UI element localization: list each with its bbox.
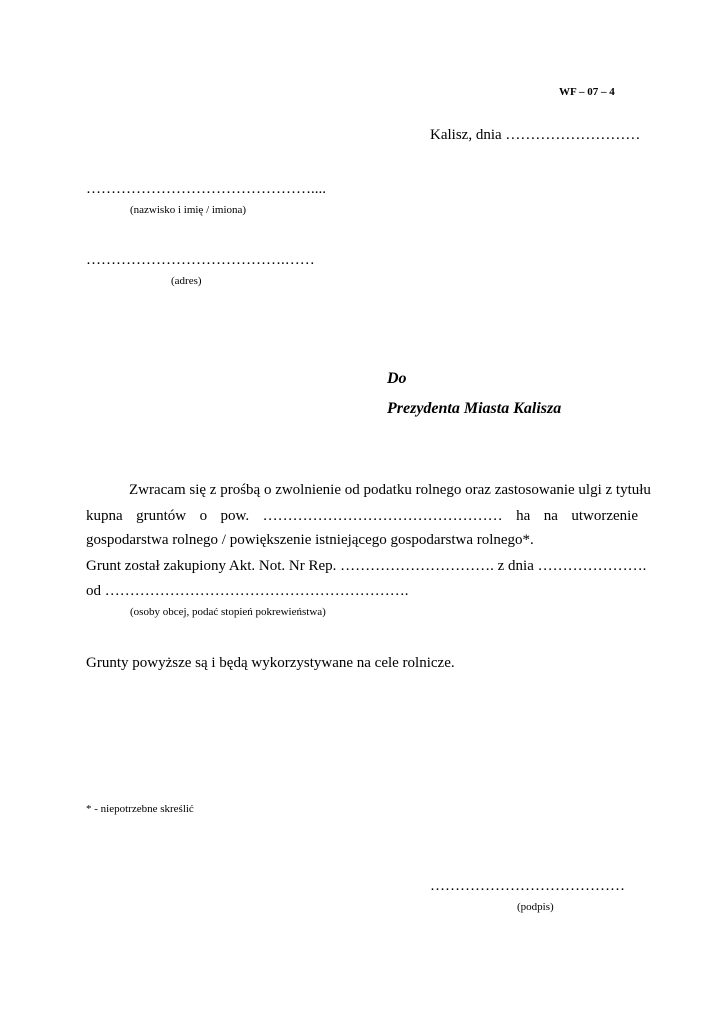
recipient-line-do: Do: [387, 370, 407, 387]
request-line-2-area-field[interactable]: kupna gruntów o pow. ………………………………………… ha na utworzenie: [86, 508, 638, 524]
footnote: * - niepotrzebne skreślić: [86, 803, 194, 815]
recipient-name: Prezydenta Miasta Kalisza: [387, 400, 562, 417]
seller-caption: (osoby obcej, podać stopień pokrewieństwa): [130, 606, 326, 618]
place-date-field[interactable]: Kalisz, dnia ………………………: [430, 127, 641, 143]
form-code: WF – 07 – 4: [559, 86, 615, 98]
applicant-name-caption: (nazwisko i imię / imiona): [130, 204, 247, 216]
request-line-3: gospodarstwa rolnego / powiększenie istniejącego gospodarstwa rolnego*.: [86, 532, 534, 548]
agricultural-use-statement: Grunty powyższe są i będą wykorzystywane na cele rolnicze.: [86, 655, 455, 671]
seller-field[interactable]: od …………………………………………………….: [86, 583, 409, 599]
applicant-address-caption: (adres): [171, 275, 202, 287]
signature-field[interactable]: …………………………………: [430, 878, 625, 894]
purchase-deed-field[interactable]: Grunt został zakupiony Akt. Not. Nr Rep. …………………………. z dnia ………………….: [86, 558, 647, 574]
applicant-name-field[interactable]: ………………………………………....: [86, 181, 326, 197]
signature-caption: (podpis): [517, 901, 554, 913]
request-line-1: Zwracam się z prośbą o zwolnienie od podatku rolnego oraz zastosowanie ulgi z tytułu: [129, 482, 651, 498]
applicant-address-field[interactable]: ………………………………….……: [86, 252, 315, 268]
